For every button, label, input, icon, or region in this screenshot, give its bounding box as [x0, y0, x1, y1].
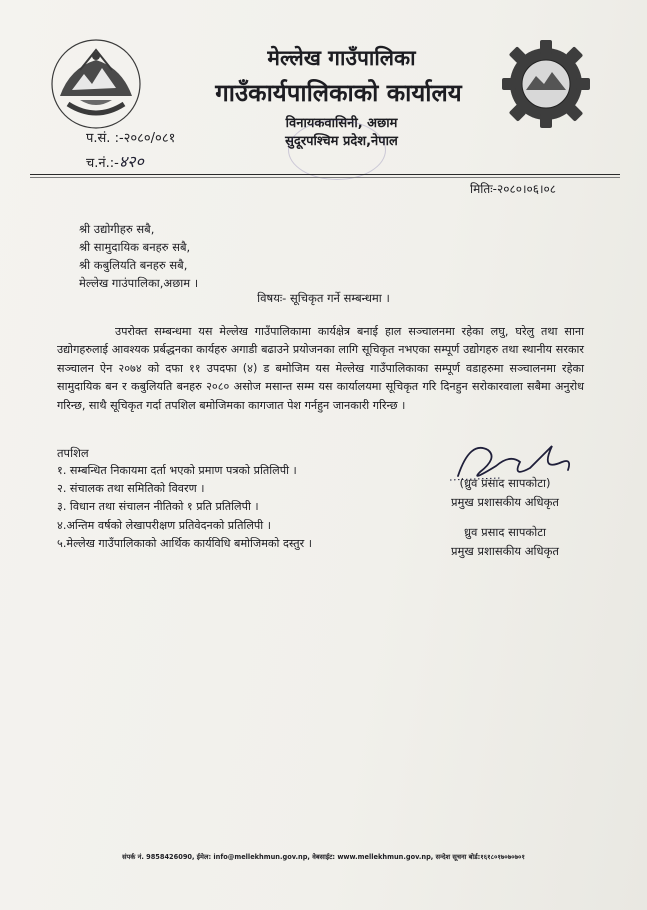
dispatch-number: [86, 150, 144, 172]
reference-number: प.सं. :-२०८०/०८१: [86, 131, 176, 146]
recipient-line: श्री कबुलियति बनहरु सबै,: [79, 258, 188, 272]
list-item: १. सम्बन्धित निकायमा दर्ता भएको प्रमाण पत्रको प्रतिलिपी ।: [57, 464, 297, 477]
recipient-line: श्री उद्योगीहरु सबै,: [79, 222, 155, 236]
recipient-line: मेल्लेख गाउंपालिका,अछाम ।: [79, 276, 199, 290]
signatory-name-bracketed: (ध्रुव प्रसाद सापकोटा): [459, 476, 551, 490]
signatory-title: प्रमुख प्रशासकीय अधिकृत: [451, 544, 559, 558]
municipality-name: मेल्लेख गाउँपालिका: [267, 46, 416, 70]
letter-date: मितिः-२०८०।०६।०८: [470, 182, 557, 196]
header-divider-thin: [30, 177, 620, 178]
list-item: ४.अन्तिम वर्षको लेखापरीक्षण प्रतिवेदनको प्रतिलिपी ।: [57, 518, 271, 532]
office-name: गाउँकार्यपालिकाको कार्यालय: [215, 79, 462, 107]
dispatch-number-label: च.नं.:-: [86, 156, 119, 171]
header-divider: [30, 174, 620, 175]
signatory-name: ध्रुव प्रसाद सापकोटा: [463, 525, 547, 539]
list-item: ५.मेल्लेख गाउँपालिकाको आर्थिक कार्यविधि बमोजिमको दस्तुर ।: [57, 536, 313, 550]
office-address: विनायकवासिनी, अछाम: [285, 116, 398, 131]
list-item: २. संचालक तथा समितिको विवरण ।: [57, 482, 205, 496]
recipient-line: श्री सामुदायिक बनहरु सबै,: [79, 240, 191, 254]
signatory-block: [420, 474, 590, 512]
signatory-stamp-block: [420, 523, 590, 561]
details-heading: तपशिल: [57, 446, 89, 460]
dispatch-number-value: ४२०: [118, 152, 144, 171]
recipients-block: [79, 220, 198, 292]
office-stamp: [288, 120, 386, 180]
letter-body: उपरोक्त सम्बन्धमा यस मेल्लेख गाउँपालिकामा कार्यक्षेत्र बनाई हाल सञ्चालनमा रहेका लघु, घरेलु तथा साना उद्योगहरुलाई आवश्यक प्रर्बद्धनका कार्यहरु अगाडी बढाउने प्रयोजनका लागि सूचिकृत नभएका सम्पूर्ण उद्योगहरु तथा स्थानीय सरकार सञ्चालन ऐन २०७४ को दफा ११ उपदफा (४) ड बमोजिम यस मेल्लेख गाउँपालिकाका सम्पूर्ण वडाहरुमा सञ्चालनमा रहेका सामुदायिक बन र कबुलियति बनहरु २०८० असोज मसान्त सम्म यस कार्यालयमा सूचिकृत गरि दिनहुन सरोकारवाला सबैमा अनुरोध गरिन्छ, साथै सूचिकृत गर्दा तपशिल बमोजिमका कागजात पेश गर्नहुन जानकारी गरिन्छ ।: [57, 325, 584, 412]
signatory-title: प्रमुख प्रशासकीय अधिकृत: [451, 495, 559, 509]
letter-subject: विषयः- सूचिकृत गर्ने सम्बन्धमा ।: [257, 291, 390, 305]
requirements-list: [57, 462, 312, 553]
office-province: सुदूरपश्चिम प्रदेश,नेपाल: [285, 134, 398, 149]
contact-footer: संपर्क नं. 9858426090, ईमेल: info@mellekhmun.gov.np, वेबसाईट: www.mellekhmun.gov.np, सन्देश सूचना बोर्ड:१६१८०१७०७०७०१: [122, 853, 525, 861]
list-item: ३. विधान तथा संचालन नीतिको १ प्रति प्रतिलिपी ।: [57, 500, 259, 514]
